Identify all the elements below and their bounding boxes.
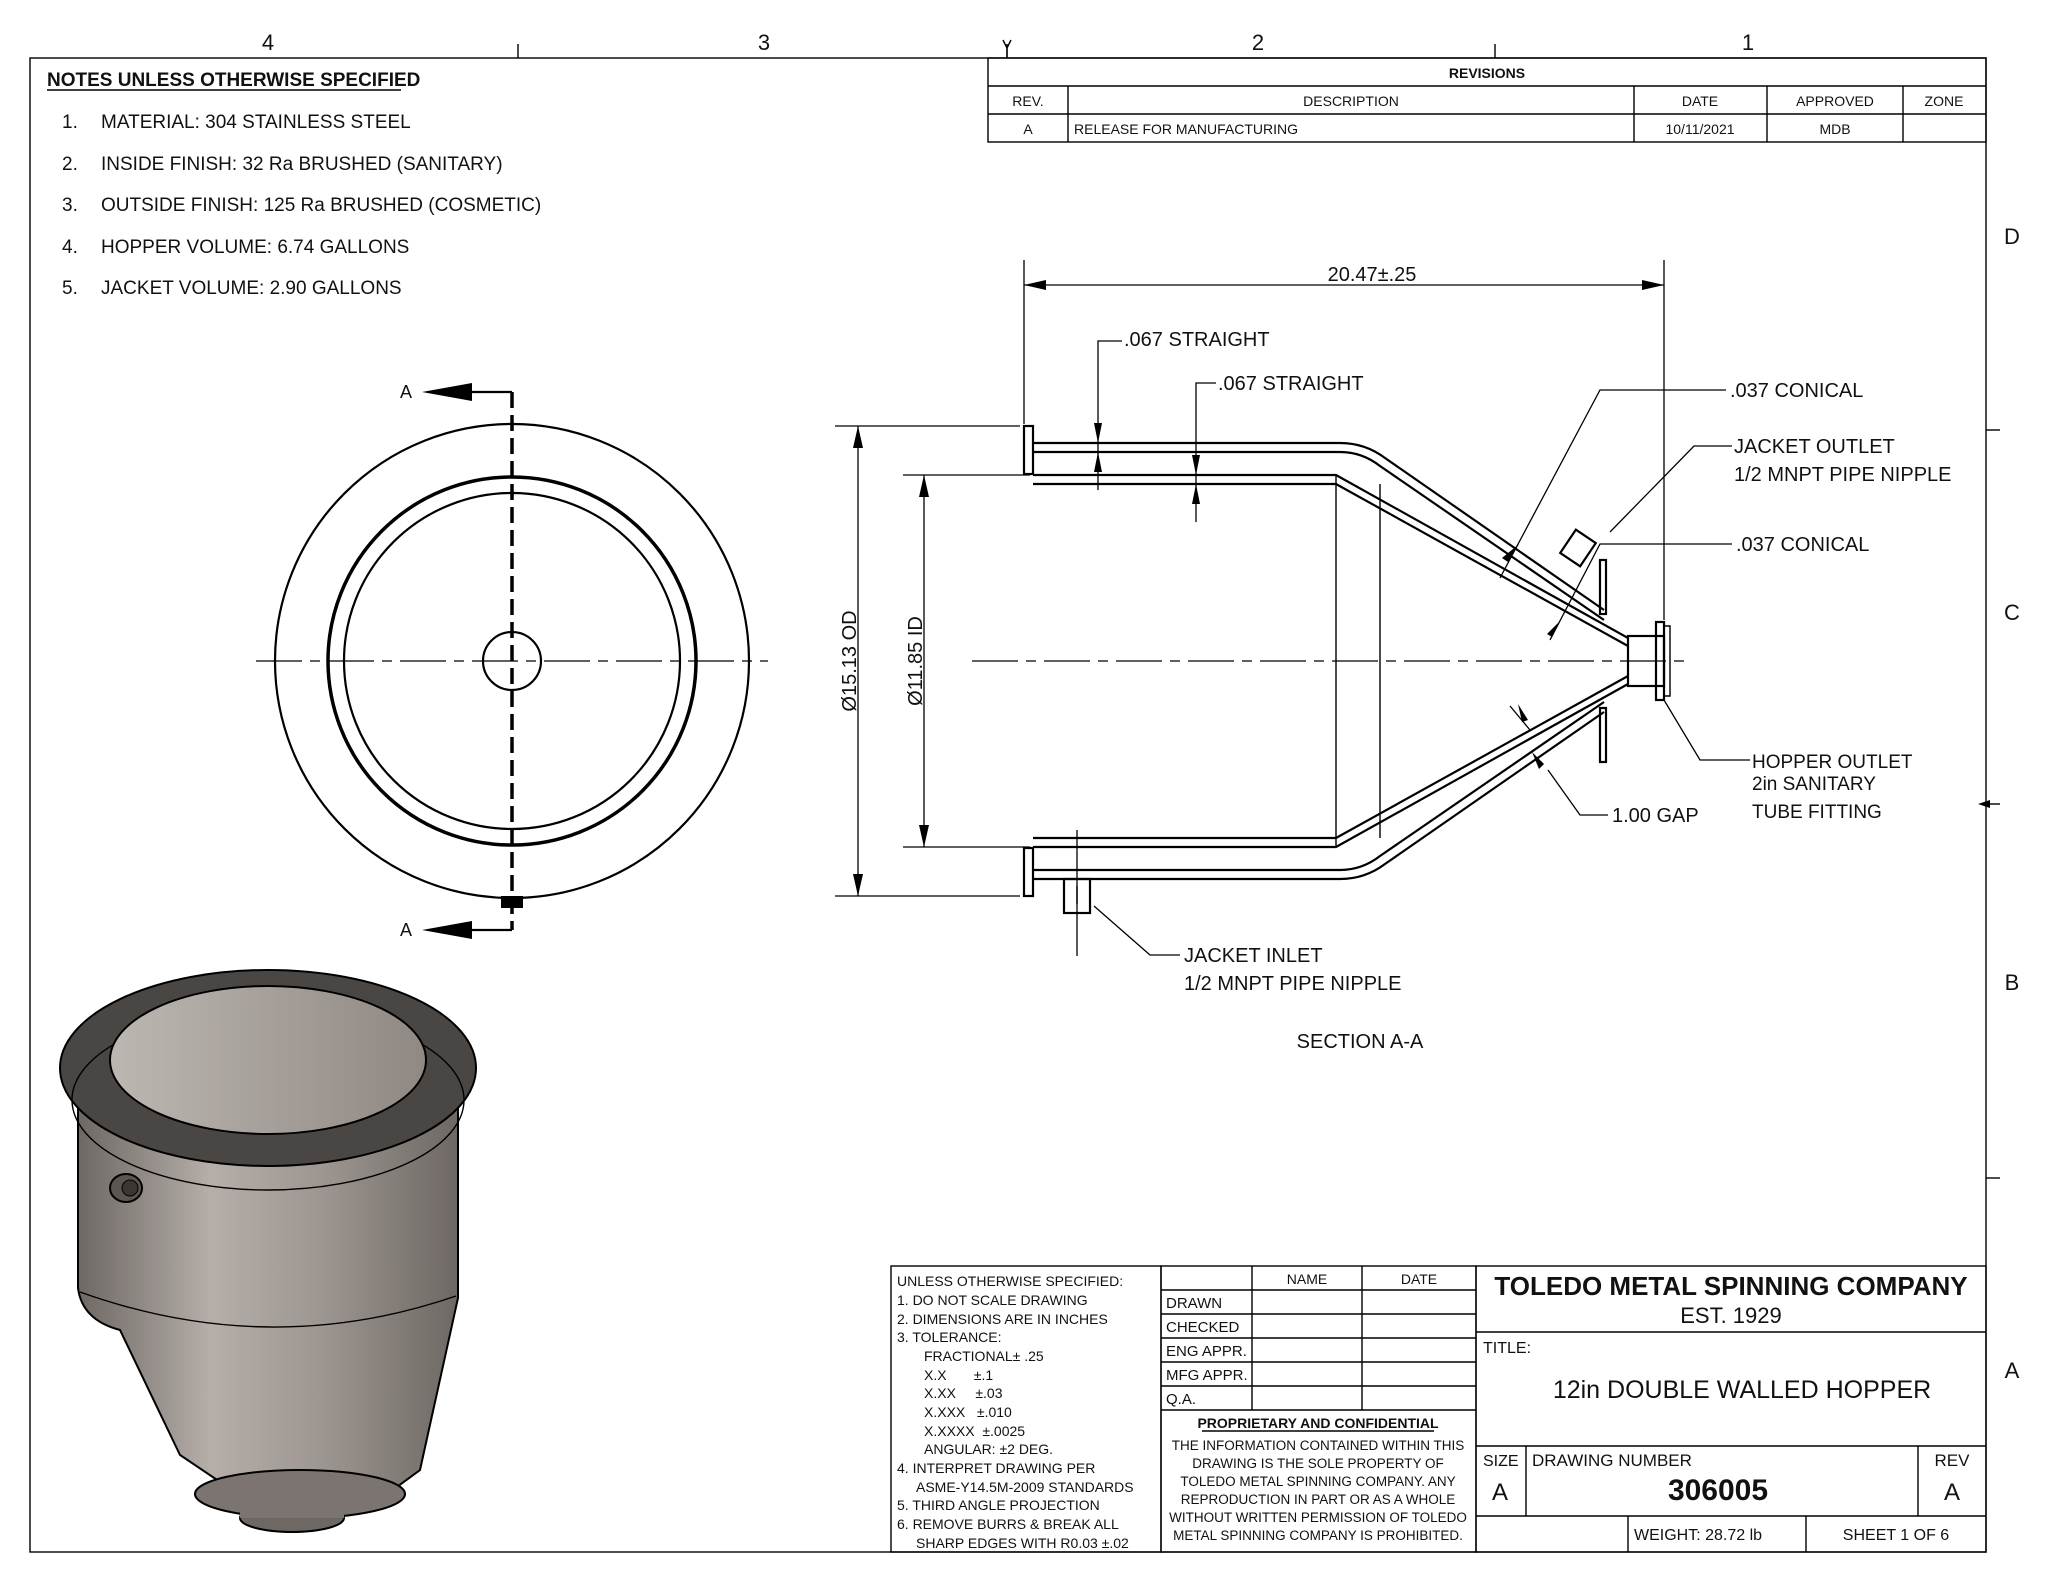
weight: WEIGHT: 28.72 lb (1634, 1527, 1763, 1544)
size-label: SIZE (1483, 1453, 1519, 1470)
note-3-num: 3. (62, 195, 78, 216)
title-label: TITLE: (1483, 1340, 1532, 1357)
note-5-text: JACKET VOLUME: 2.90 GALLONS (101, 278, 402, 299)
approval-col-date: DATE (1400, 1271, 1438, 1287)
rev-header-date: DATE (1681, 93, 1719, 109)
zone-col-1: 1 (1741, 30, 1755, 55)
title-block (1476, 1266, 1986, 1552)
proprietary-title: PROPRIETARY AND CONFIDENTIAL (1197, 1415, 1439, 1431)
note-5-num: 5. (62, 278, 78, 299)
proprietary-line-4: WITHOUT WRITTEN PERMISSION OF TOLEDO (1169, 1510, 1467, 1525)
approval-row-mfg: MFG APPR. (1166, 1367, 1248, 1384)
drawing-title: 12in DOUBLE WALLED HOPPER (1552, 1376, 1932, 1404)
dim-overall-length: 20.47±.25 (1327, 264, 1417, 286)
sheet-number: SHEET 1 OF 6 (1842, 1527, 1950, 1544)
rev-label: REV (1934, 1451, 1970, 1470)
tol-line-0: UNLESS OTHERWISE SPECIFIED: (897, 1273, 1124, 1289)
label-conical-1: .037 CONICAL (1730, 380, 1864, 402)
dwg-number: 306005 (1667, 1474, 1769, 1507)
approval-row-checked: CHECKED (1166, 1319, 1240, 1336)
note-1-num: 1. (62, 112, 78, 133)
rev-header-description: DESCRIPTION (1303, 93, 1399, 109)
zone-col-3: 3 (757, 30, 771, 55)
revisions-title: REVISIONS (1448, 65, 1526, 81)
tol-line-9: ANGULAR: ±2 DEG. (924, 1441, 1054, 1457)
tol-line-3: 3. TOLERANCE: (897, 1329, 1002, 1345)
dim-id: Ø11.85 ID (905, 616, 927, 706)
tol-line-5: X.X ±.1 (924, 1367, 994, 1383)
label-hopper-outlet-2: 2in SANITARY (1752, 774, 1876, 795)
dwg-number-label: DRAWING NUMBER (1532, 1451, 1692, 1470)
proprietary-line-3: REPRODUCTION IN PART OR AS A WHOLE (1180, 1492, 1456, 1507)
section-title: SECTION A-A (1296, 1031, 1424, 1053)
approval-row-qa: Q.A. (1166, 1391, 1197, 1408)
zone-row-a: A (2004, 1358, 2020, 1383)
tol-line-12: 5. THIRD ANGLE PROJECTION (897, 1497, 1100, 1513)
tol-line-13: 6. REMOVE BURRS & BREAK ALL (897, 1516, 1119, 1532)
section-arrow-bottom (422, 921, 472, 939)
label-gap: 1.00 GAP (1612, 805, 1699, 827)
rev-header-approved: APPROVED (1796, 93, 1874, 109)
notes-heading: NOTES UNLESS OTHERWISE SPECIFIED (47, 70, 421, 91)
approval-row-eng: ENG APPR. (1166, 1343, 1247, 1360)
zone-row-d: D (2004, 224, 2020, 249)
company-name: TOLEDO METAL SPINNING COMPANY (1494, 1271, 1968, 1301)
section-view (835, 260, 1952, 1053)
notes-block (47, 70, 541, 299)
rev-value: A (1943, 1479, 1961, 1506)
isometric-view (60, 970, 476, 1532)
note-4-text: HOPPER VOLUME: 6.74 GALLONS (101, 237, 410, 258)
rev-row-rev: A (1023, 121, 1033, 137)
jacket-end-flange-top (1600, 560, 1606, 614)
rev-header-rev: REV. (1012, 93, 1044, 109)
approval-col-name: NAME (1286, 1271, 1328, 1287)
centering-mark-top (1003, 40, 1011, 58)
zone-col-2: 2 (1251, 30, 1265, 55)
tol-line-1: 1. DO NOT SCALE DRAWING (897, 1292, 1088, 1308)
rev-row-date: 10/11/2021 (1665, 121, 1735, 137)
label-conical-2: .037 CONICAL (1736, 534, 1870, 556)
left-flange-top (1024, 426, 1033, 474)
approval-block (1161, 1266, 1476, 1552)
approval-row-drawn: DRAWN (1166, 1295, 1223, 1312)
dim-od: Ø15.13 OD (839, 610, 861, 712)
jacket-end-flange-bottom (1600, 708, 1606, 762)
iso-rim-inner (110, 986, 426, 1134)
tol-line-8: X.XXXX ±.0025 (924, 1423, 1026, 1439)
zone-row-c: C (2004, 600, 2020, 625)
note-2-num: 2. (62, 154, 78, 175)
tolerance-block (891, 1266, 1161, 1552)
jacket-inlet-stub-top-view (501, 896, 523, 908)
top-view (256, 382, 768, 940)
company-est: EST. 1929 (1680, 1303, 1782, 1328)
zone-col-4: 4 (261, 30, 275, 55)
note-2-text: INSIDE FINISH: 32 Ra BRUSHED (SANITARY) (101, 154, 503, 175)
zone-row-b: B (2004, 970, 2020, 995)
tol-line-7: X.XXX ±.010 (924, 1404, 1012, 1420)
note-1-text: MATERIAL: 304 STAINLESS STEEL (101, 112, 411, 133)
proprietary-line-1: DRAWING IS THE SOLE PROPERTY OF (1192, 1456, 1444, 1471)
tol-line-6: X.XX ±.03 (924, 1385, 1003, 1401)
note-3-text: OUTSIDE FINISH: 125 Ra BRUSHED (COSMETIC) (101, 195, 542, 216)
rev-header-zone: ZONE (1924, 93, 1964, 109)
rev-row-approved: MDB (1819, 121, 1851, 137)
label-jacket-outlet-2: 1/2 MNPT PIPE NIPPLE (1734, 464, 1952, 486)
label-straight-2: .067 STRAIGHT (1218, 373, 1364, 395)
proprietary-line-0: THE INFORMATION CONTAINED WITHIN THIS (1171, 1438, 1465, 1453)
section-label-bottom: A (400, 920, 413, 940)
tol-line-11: ASME-Y14.5M-2009 STANDARDS (916, 1479, 1134, 1495)
left-flange-bottom (1024, 848, 1033, 896)
label-hopper-outlet-3: TUBE FITTING (1752, 802, 1882, 823)
section-arrow-top (422, 383, 472, 401)
label-hopper-outlet-1: HOPPER OUTLET (1752, 752, 1913, 773)
label-jacket-outlet-1: JACKET OUTLET (1734, 436, 1895, 458)
tol-line-2: 2. DIMENSIONS ARE IN INCHES (897, 1311, 1108, 1327)
tol-line-14: SHARP EDGES WITH R0.03 ±.02 (916, 1535, 1129, 1551)
rev-row-description: RELEASE FOR MANUFACTURING (1074, 121, 1299, 137)
label-straight-1: .067 STRAIGHT (1124, 329, 1270, 351)
jacket-outlet-nipple (1560, 530, 1596, 567)
revisions-table (988, 58, 1986, 142)
section-label-top: A (400, 382, 413, 402)
proprietary-line-2: TOLEDO METAL SPINNING COMPANY. ANY (1180, 1474, 1456, 1489)
size-value: A (1491, 1479, 1509, 1506)
note-4-num: 4. (62, 237, 78, 258)
label-jacket-inlet-1: JACKET INLET (1184, 945, 1323, 967)
centering-mark-right (1978, 800, 1990, 808)
tol-line-4: FRACTIONAL± .25 (924, 1348, 1044, 1364)
proprietary-line-5: METAL SPINNING COMPANY IS PROHIBITED. (1173, 1528, 1463, 1543)
label-jacket-inlet-2: 1/2 MNPT PIPE NIPPLE (1184, 973, 1402, 995)
tol-line-10: 4. INTERPRET DRAWING PER (897, 1460, 1096, 1476)
